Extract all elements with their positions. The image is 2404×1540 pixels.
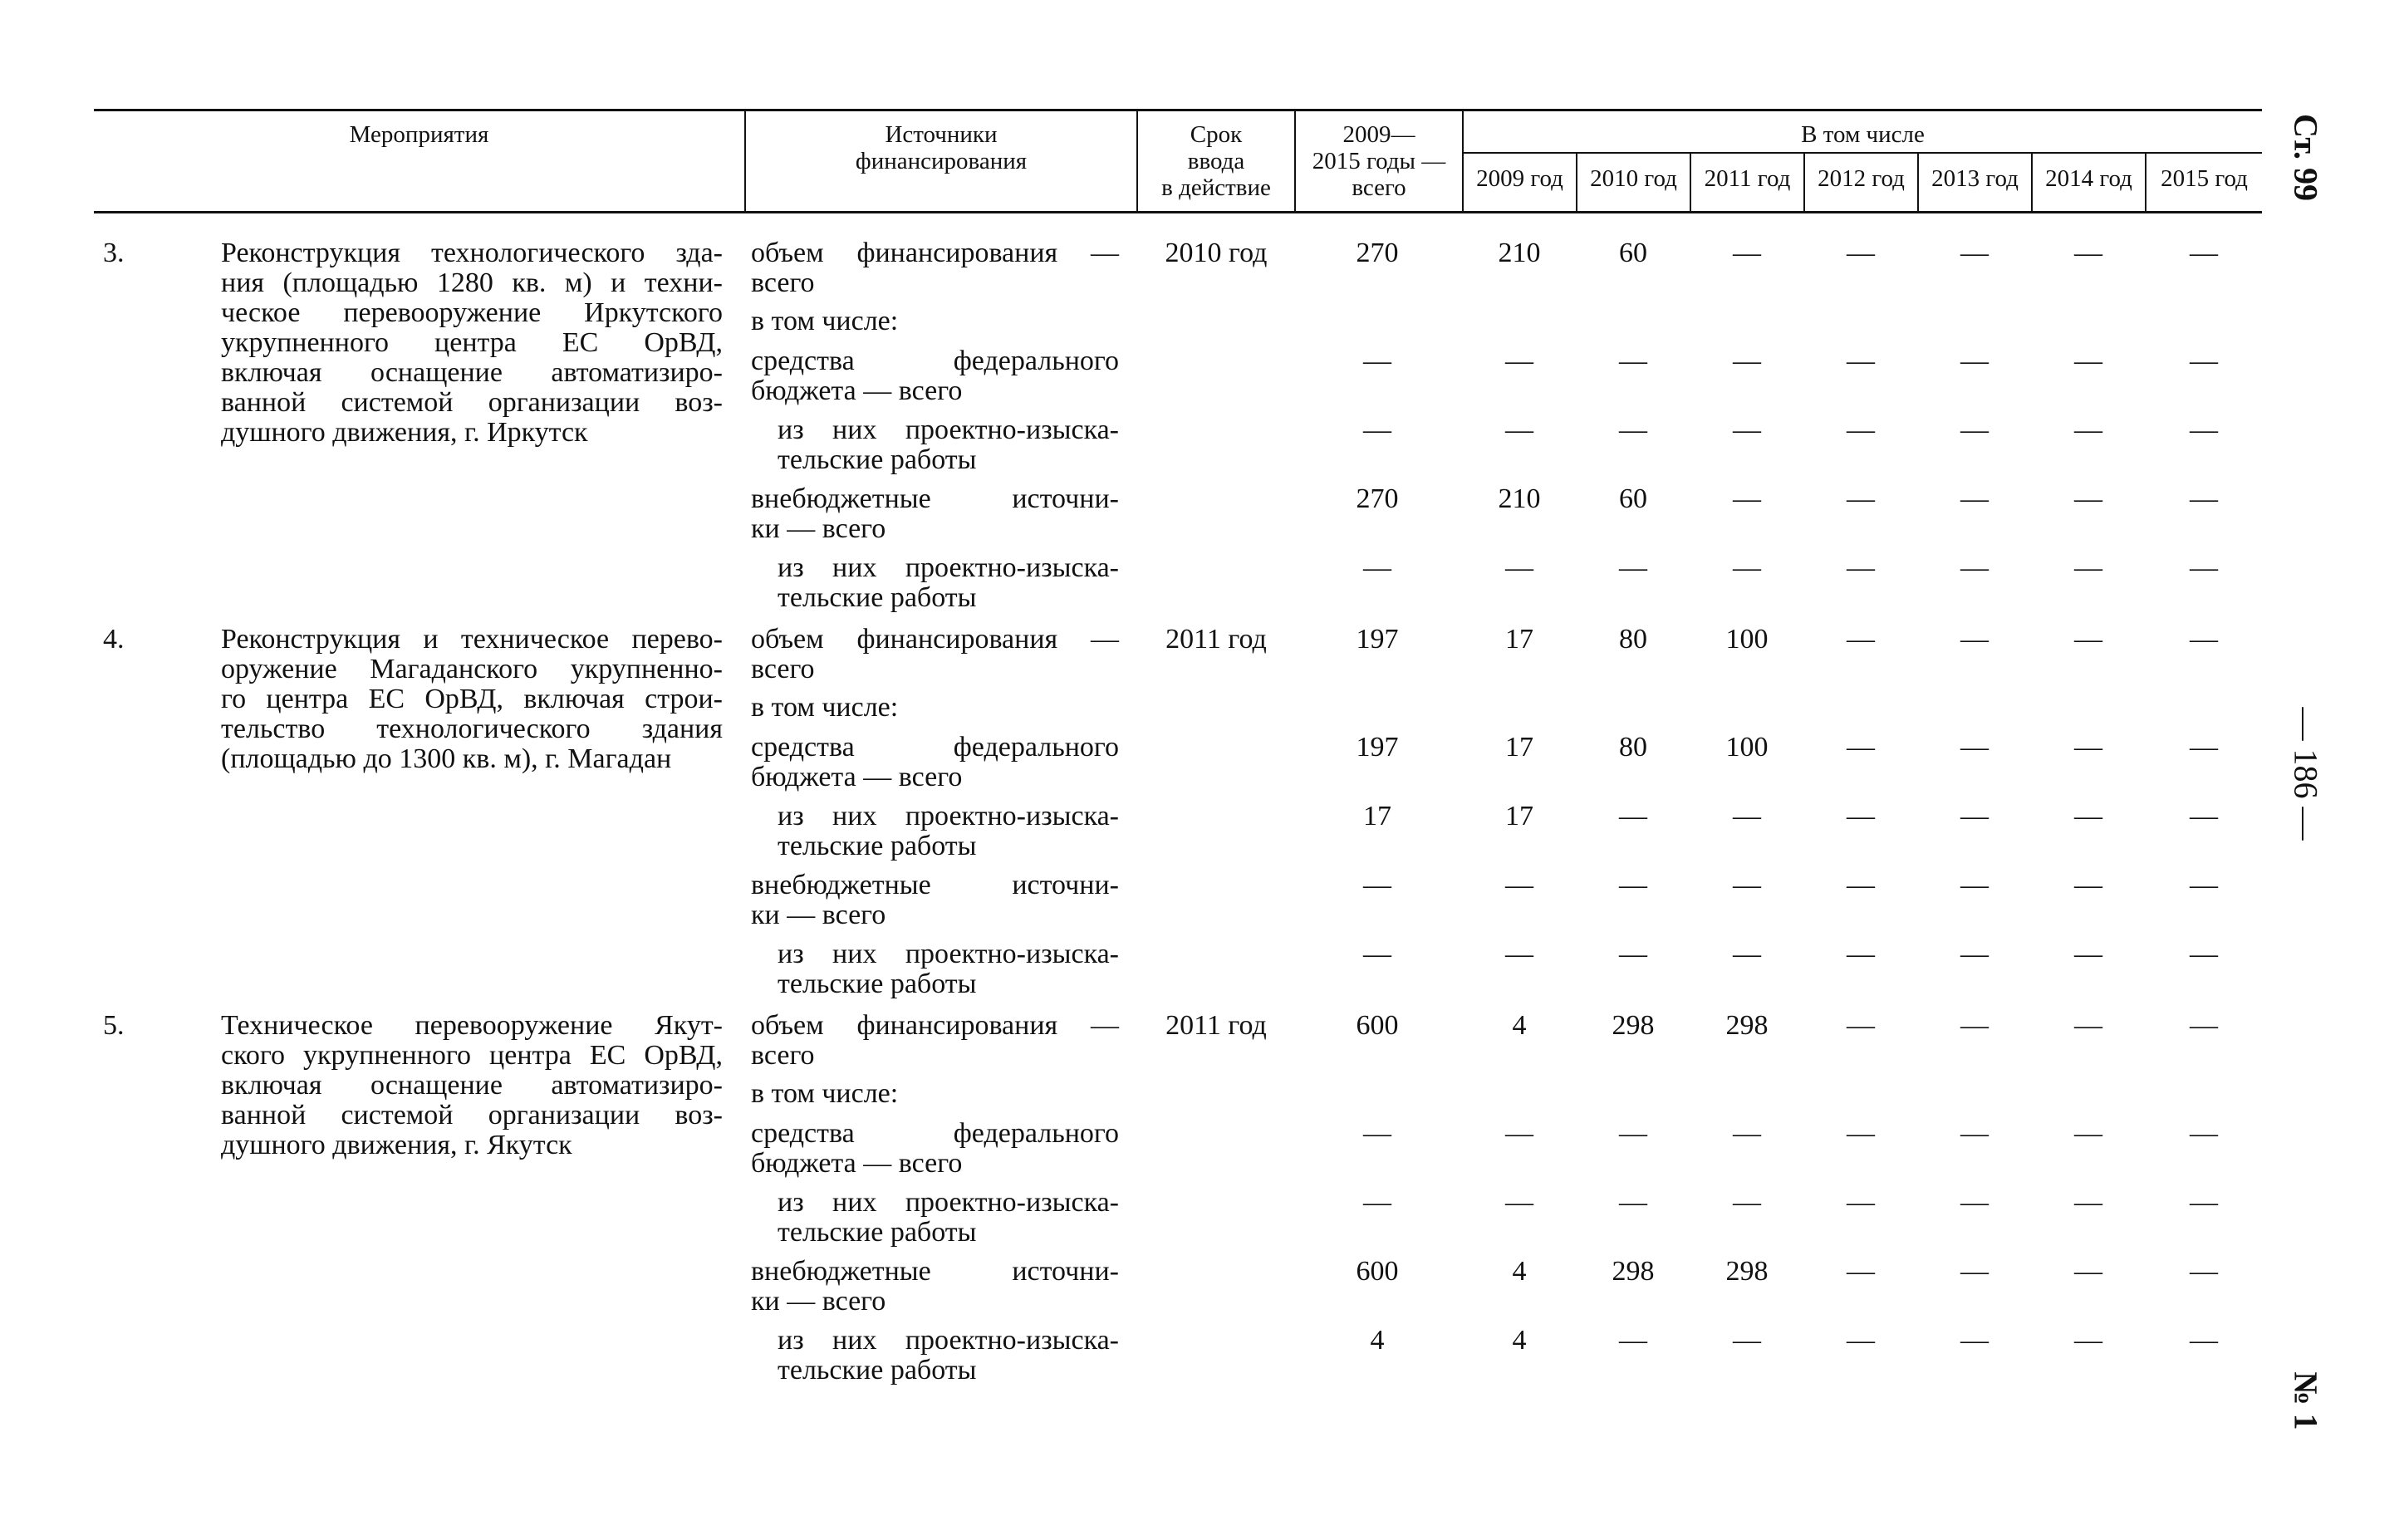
funding-source (751, 625, 1119, 684)
funding-source-line: в том числе: (751, 306, 899, 336)
header-term-line3: в действие (1161, 174, 1271, 201)
header-sources-line1: Источники (885, 121, 998, 148)
header-year-2015: 2015 год (2161, 165, 2248, 192)
year-value: — (1619, 939, 1647, 969)
year-value: — (1733, 552, 1761, 583)
funding-source-line: из них проектно-изыска- (778, 1325, 1119, 1356)
funding-source (778, 415, 1119, 475)
year-value: — (1960, 483, 1989, 514)
funding-source-line: тельские работы (778, 831, 977, 861)
funding-source-line: из них проектно-изыска- (778, 414, 1119, 445)
year-value: — (1960, 1187, 1989, 1218)
year-value: — (1619, 414, 1647, 445)
funding-source-line: ки — всего (751, 513, 886, 544)
year-value: — (1847, 1118, 1875, 1149)
funding-source (751, 307, 1119, 336)
item-title-line: Реконструкция технологического зда- (221, 238, 723, 268)
year-value: — (1733, 870, 1761, 900)
year-value: — (1733, 346, 1761, 376)
funding-source-line: бюджета — всего (751, 762, 963, 792)
funding-source (778, 553, 1119, 613)
funding-source-line: бюджета — всего (751, 1148, 963, 1179)
year-value: — (1733, 1325, 1761, 1356)
year-value: — (1847, 238, 1875, 268)
year-value: — (1960, 346, 1989, 376)
item-title-line: укрупненного центра ЕС ОрВД, (221, 327, 723, 358)
year-value: — (2190, 1118, 2218, 1149)
year-value: — (2074, 552, 2102, 583)
funding-source (751, 484, 1119, 544)
year-value: — (1505, 414, 1533, 445)
header-total-line2: 2015 годы — (1312, 148, 1446, 174)
funding-source (751, 1011, 1119, 1071)
year-value: — (2190, 939, 2218, 969)
funding-source-line: из них проектно-изыска- (778, 1187, 1119, 1218)
funding-source-line: тельские работы (778, 969, 977, 999)
year-value: — (1960, 1256, 1989, 1287)
total-value: 270 (1356, 483, 1399, 514)
year-value: 4 (1512, 1256, 1527, 1287)
year-value: — (1960, 1118, 1989, 1149)
year-value: 4 (1512, 1010, 1527, 1041)
year-value: — (1847, 1256, 1875, 1287)
year-value: — (1847, 801, 1875, 831)
funding-source-line: всего (751, 1040, 815, 1071)
year-value: — (2074, 1187, 2102, 1218)
header-year-2010: 2010 год (1590, 165, 1677, 192)
year-value: — (2190, 732, 2218, 763)
funding-source (751, 693, 1119, 723)
year-value: — (1619, 1187, 1647, 1218)
year-value: — (1505, 1187, 1533, 1218)
year-value: — (1733, 939, 1761, 969)
year-value: — (2190, 1187, 2218, 1218)
funding-source (778, 802, 1119, 861)
item-title-line: (площадью до 1300 кв. м), г. Магадан (221, 743, 672, 774)
funding-source-line: тельские работы (778, 1355, 977, 1386)
funding-source (751, 1257, 1119, 1317)
header-term-line1: Срок (1190, 121, 1243, 148)
funding-source-line: из них проектно-изыска- (778, 801, 1119, 831)
year-value: — (1847, 346, 1875, 376)
total-value: 270 (1356, 238, 1399, 268)
header-year-2013: 2013 год (1931, 165, 2019, 192)
year-value: — (2190, 1325, 2218, 1356)
item-title-line: ского укрупненного центра ЕС ОрВД, (221, 1040, 723, 1071)
item-title-line: оружение Магаданского укрупненно- (221, 654, 723, 684)
funding-source-line: всего (751, 654, 815, 684)
year-value: — (2074, 1118, 2102, 1149)
funding-source-line: в том числе: (751, 1078, 899, 1109)
year-value: — (1505, 1118, 1533, 1149)
year-value: — (2190, 1010, 2218, 1041)
year-value: — (1847, 624, 1875, 655)
year-value: — (2190, 483, 2218, 514)
item-title-line: включая оснащение автоматизиро- (221, 1070, 723, 1101)
year-value: — (1847, 1325, 1875, 1356)
header-year-2014: 2014 год (2045, 165, 2132, 192)
year-value: — (2074, 801, 2102, 831)
total-value: — (1363, 552, 1391, 583)
funding-source (778, 1188, 1119, 1248)
total-value: — (1363, 870, 1391, 900)
year-value: 298 (1725, 1256, 1769, 1287)
year-value: — (1847, 939, 1875, 969)
year-value: — (1847, 732, 1875, 763)
funding-source-line: всего (751, 267, 815, 298)
funding-source (751, 871, 1119, 930)
item-title (221, 625, 723, 774)
total-value: — (1363, 1187, 1391, 1218)
header-total (1296, 121, 1462, 201)
year-value: — (1847, 1010, 1875, 1041)
year-value: — (2190, 552, 2218, 583)
header-measures: Мероприятия (349, 121, 489, 148)
year-value: — (1960, 238, 1989, 268)
total-value: 197 (1356, 624, 1399, 655)
year-value: 298 (1612, 1256, 1655, 1287)
year-value: — (2074, 1010, 2102, 1041)
year-value: — (2074, 1256, 2102, 1287)
funding-source-line: в том числе: (751, 692, 899, 723)
item-title-line: ния (площадью 1280 кв. м) и техни- (221, 267, 723, 298)
total-value: — (1363, 939, 1391, 969)
year-value: — (2190, 624, 2218, 655)
commissioning-term: 2011 год (1165, 1010, 1267, 1041)
year-value: — (2074, 624, 2102, 655)
funding-source-line: тельские работы (778, 444, 977, 475)
funding-source-line: тельские работы (778, 582, 977, 613)
year-value: — (2190, 1256, 2218, 1287)
item-title (221, 238, 723, 448)
year-value: — (1505, 346, 1533, 376)
year-value: — (1733, 238, 1761, 268)
header-sources (746, 121, 1136, 174)
year-value: — (2074, 414, 2102, 445)
item-title-line: Реконструкция и техническое перево- (221, 624, 723, 655)
year-value: 100 (1725, 624, 1769, 655)
year-value: 60 (1619, 483, 1647, 514)
funding-source-line: объем финансирования — (751, 624, 1119, 655)
year-value: — (1960, 732, 1989, 763)
item-title-line: ванной системой организации воз- (221, 1100, 723, 1130)
year-value: — (2190, 870, 2218, 900)
year-value: — (1733, 483, 1761, 514)
item-title-line: Техническое перевооружение Якут- (221, 1010, 723, 1041)
header-year-2011: 2011 год (1704, 165, 1791, 192)
header-term-line2: ввода (1187, 148, 1245, 174)
year-value: — (2074, 1325, 2102, 1356)
year-value: — (1960, 1325, 1989, 1356)
funding-source-line: бюджета — всего (751, 375, 963, 406)
year-value: — (1619, 801, 1647, 831)
year-value: 60 (1619, 238, 1647, 268)
year-value: — (1505, 552, 1533, 583)
year-value: 17 (1505, 801, 1533, 831)
year-value: — (1619, 552, 1647, 583)
header-top-rule (94, 109, 2262, 111)
funding-source-line: из них проектно-изыска- (778, 552, 1119, 583)
item-title-line: ванной системой организации воз- (221, 387, 723, 418)
year-value: — (1847, 552, 1875, 583)
year-value: — (2074, 238, 2102, 268)
item-title-line: включая оснащение автоматизиро- (221, 357, 723, 388)
year-value: — (2074, 483, 2102, 514)
year-value: 17 (1505, 732, 1533, 763)
year-value: — (1619, 870, 1647, 900)
item-number: 4. (103, 624, 125, 655)
year-value: — (1960, 801, 1989, 831)
year-value: — (1960, 870, 1989, 900)
total-value: 17 (1363, 801, 1391, 831)
header-year-2009: 2009 год (1476, 165, 1563, 192)
side-article-label: Ст. 99 (2287, 114, 2325, 201)
year-value: — (1847, 870, 1875, 900)
item-title-line: душного движения, г. Якутск (221, 1130, 572, 1160)
funding-source-line: средства федерального (751, 1118, 1119, 1149)
year-value: — (2074, 870, 2102, 900)
year-value: — (2074, 346, 2102, 376)
total-value: 600 (1356, 1010, 1399, 1041)
header-bottom-rule (94, 211, 2262, 213)
year-value: — (1847, 1187, 1875, 1218)
year-value: — (1619, 346, 1647, 376)
year-value: 210 (1498, 238, 1541, 268)
funding-source (751, 1119, 1119, 1179)
year-value: 298 (1725, 1010, 1769, 1041)
year-value: — (1619, 1118, 1647, 1149)
header-total-line3: всего (1352, 174, 1406, 201)
year-value: — (2190, 238, 2218, 268)
item-title (221, 1011, 723, 1160)
year-value: — (1847, 483, 1875, 514)
funding-source (751, 238, 1119, 298)
total-value: — (1363, 346, 1391, 376)
year-value: — (1960, 552, 1989, 583)
funding-source-line: объем финансирования — (751, 1010, 1119, 1041)
funding-source-line: объем финансирования — (751, 238, 1119, 268)
year-value: — (1505, 870, 1533, 900)
funding-source-line: средства федерального (751, 346, 1119, 376)
year-value: — (2074, 732, 2102, 763)
total-value: 4 (1370, 1325, 1385, 1356)
header-sources-line2: финансирования (855, 148, 1028, 174)
year-value: — (1960, 624, 1989, 655)
total-value: — (1363, 414, 1391, 445)
funding-source (778, 939, 1119, 999)
year-value: 80 (1619, 732, 1647, 763)
year-value: — (1505, 939, 1533, 969)
funding-source-line: из них проектно-изыска- (778, 939, 1119, 969)
header-year-2012: 2012 год (1818, 165, 1905, 192)
funding-source (751, 346, 1119, 406)
total-value: 600 (1356, 1256, 1399, 1287)
funding-source (751, 733, 1119, 792)
funding-source (778, 1326, 1119, 1386)
year-value: 80 (1619, 624, 1647, 655)
year-value: 100 (1725, 732, 1769, 763)
year-value: — (2190, 801, 2218, 831)
year-value: — (1960, 414, 1989, 445)
year-value: — (1733, 1187, 1761, 1218)
year-value: — (1960, 939, 1989, 969)
year-value: — (2074, 939, 2102, 969)
funding-source-line: внебюджетные источни- (751, 1256, 1119, 1287)
funding-source-line: тельские работы (778, 1217, 977, 1248)
year-value: — (1847, 414, 1875, 445)
item-title-line: тельство технологического здания (221, 714, 723, 744)
side-page-number: — 186 — (2287, 707, 2325, 841)
total-value: 197 (1356, 732, 1399, 763)
year-value: — (1733, 801, 1761, 831)
year-value: — (2190, 346, 2218, 376)
year-value: 298 (1612, 1010, 1655, 1041)
year-value: 4 (1512, 1325, 1527, 1356)
item-title-line: го центра ЕС ОрВД, включая строи- (221, 684, 723, 714)
header-including: В том числе (1801, 121, 1925, 148)
side-issue-number: № 1 (2287, 1371, 2325, 1430)
including-sub-rule (1462, 152, 2262, 154)
header-total-line1: 2009— (1342, 121, 1415, 148)
year-value: — (2190, 414, 2218, 445)
funding-source-line: ки — всего (751, 900, 886, 930)
item-title-line: ческое перевооружение Иркутского (221, 297, 723, 328)
total-value: — (1363, 1118, 1391, 1149)
year-value: — (1960, 1010, 1989, 1041)
item-number: 5. (103, 1010, 125, 1041)
year-value: 210 (1498, 483, 1541, 514)
funding-source-line: средства федерального (751, 732, 1119, 763)
item-title-line: душного движения, г. Иркутск (221, 417, 588, 448)
year-value: — (1619, 1325, 1647, 1356)
item-number: 3. (103, 238, 125, 268)
funding-source-line: внебюджетные источни- (751, 870, 1119, 900)
year-value: — (1733, 1118, 1761, 1149)
commissioning-term: 2011 год (1165, 624, 1267, 655)
year-value: 17 (1505, 624, 1533, 655)
year-value: — (1733, 414, 1761, 445)
header-term (1138, 121, 1294, 201)
funding-source-line: внебюджетные источни- (751, 483, 1119, 514)
funding-source (751, 1079, 1119, 1109)
funding-source-line: ки — всего (751, 1286, 886, 1317)
commissioning-term: 2010 год (1165, 238, 1268, 268)
